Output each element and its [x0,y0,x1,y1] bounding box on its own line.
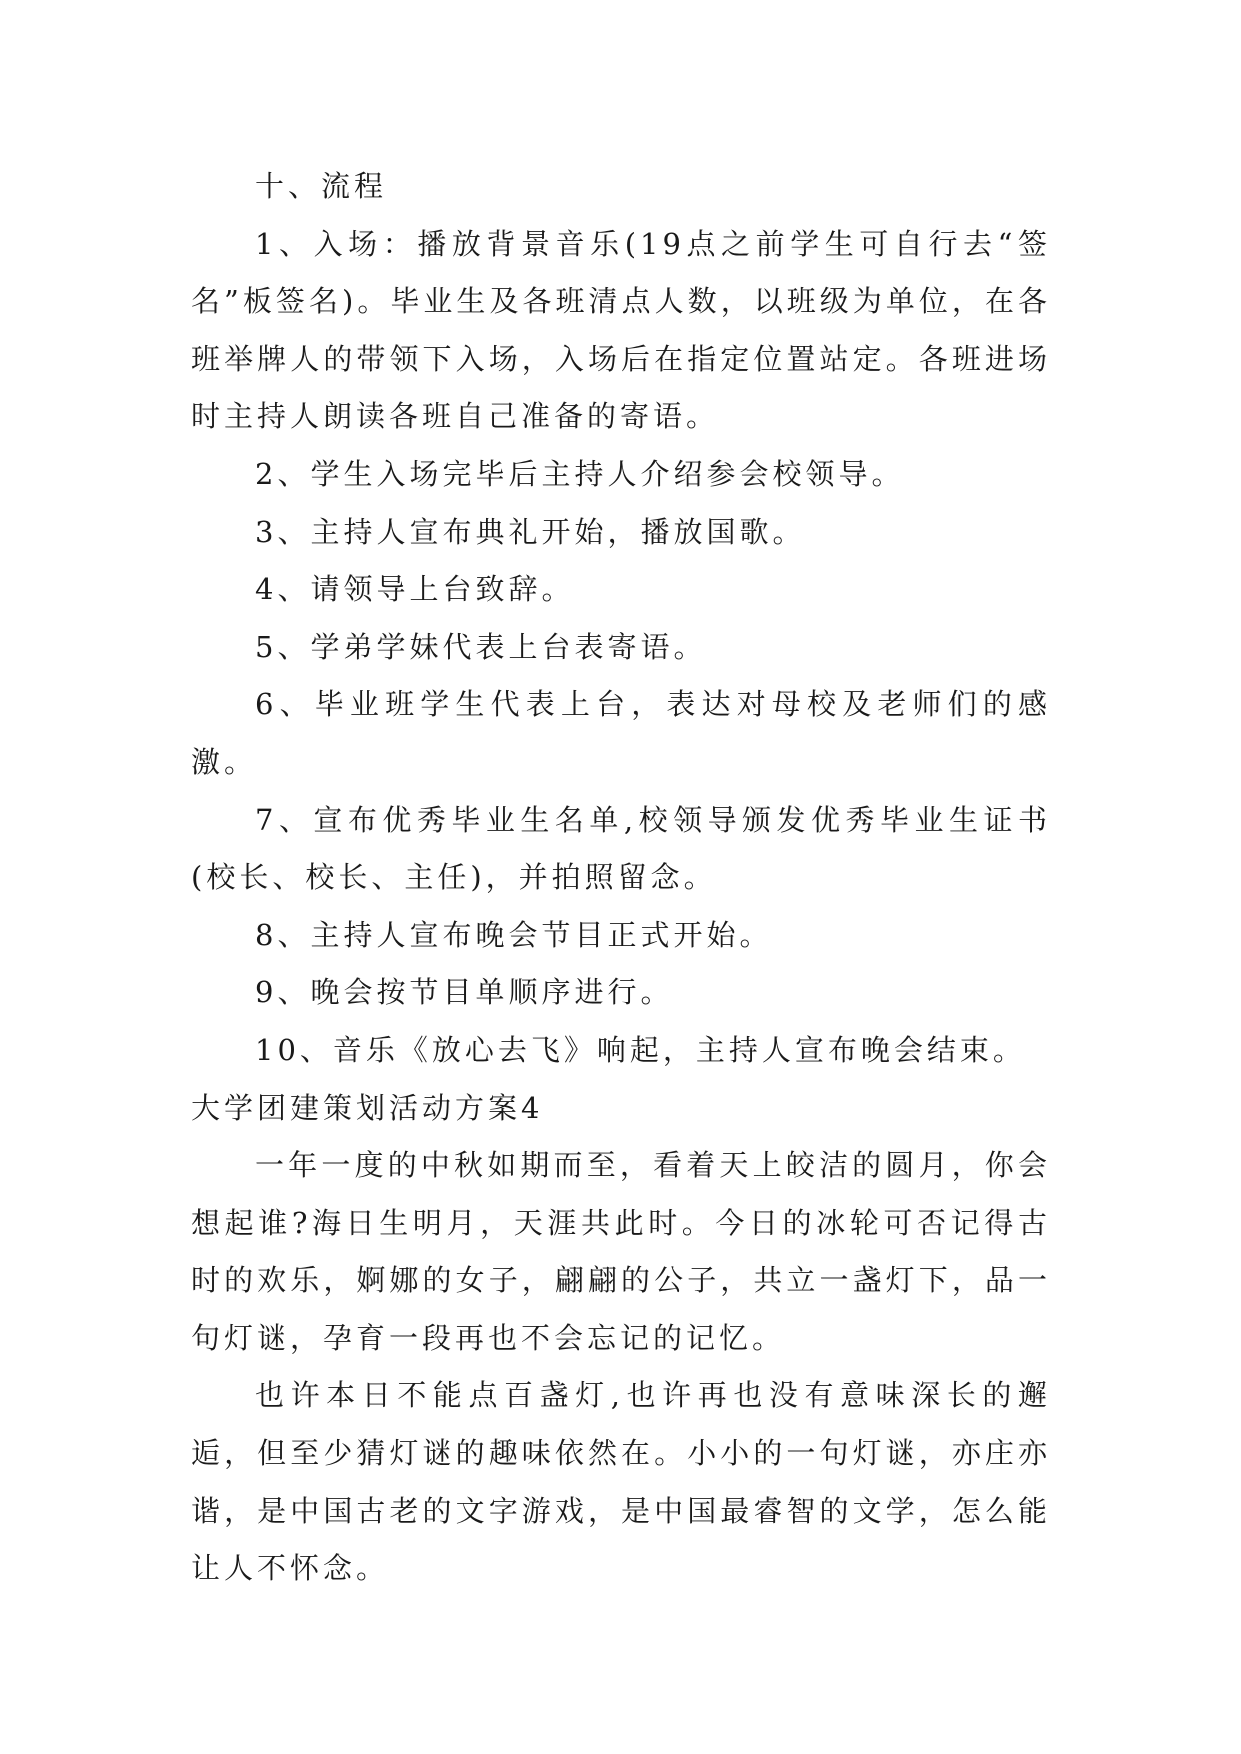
flow-item-3: 3、主持人宣布典礼开始，播放国歌。 [255,514,806,549]
section-heading-flow: 十、流程 [255,169,388,203]
flow-item-5: 5、学弟学妹代表上台表寄语。 [255,629,707,664]
flow-item-1: 1、入场：播放背景音乐(19点之前学生可自行去“签名”板签名)。毕业生及各班清点人数，以班级为单位，在各班举牌人的带领下入场，入场后在指定位置站定。各班进场时主持人朗读各班自己准备的寄语。 [191,226,1051,434]
flow-item-10: 10、音乐《放心去飞》响起，主持人宣布晚会结束。 [255,1032,1026,1067]
flow-item-6: 6、毕业班学生代表上台，表达对母校及老师们的感激。 [191,687,1051,779]
flow-item-9: 9、晚会按节目单顺序进行。 [255,975,674,1010]
plan-4-paragraph-2: 也许本日不能点百盏灯,也许再也没有意味深长的邂逅，但至少猜灯谜的趣味依然在。小小的一句灯谜，亦庄亦谐，是中国古老的文字游戏，是中国最睿智的文学，怎么能让人不怀念。 [191,1378,1051,1586]
document-body [191,158,1051,1598]
plan-4-title: 大学团建策划活动方案4 [191,1090,544,1125]
flow-item-7: 7、宣布优秀毕业生名单,校领导颁发优秀毕业生证书(校长、校长、主任)，并拍照留念。 [191,802,1051,895]
flow-item-4: 4、请领导上台致辞。 [255,572,575,607]
flow-item-2: 2、学生入场完毕后主持人介绍参会校领导。 [255,456,905,491]
plan-4-paragraph-1: 一年一度的中秋如期而至，看着天上皎洁的圆月，你会想起谁?海日生明月，天涯共此时。今日的冰轮可否记得古时的欢乐，婀娜的女子，翩翩的公子，共立一盏灯下，品一句灯谜，孕育一段再也不会忘记的记忆。 [191,1148,1051,1355]
flow-item-8: 8、主持人宣布晚会节目正式开始。 [255,917,773,952]
